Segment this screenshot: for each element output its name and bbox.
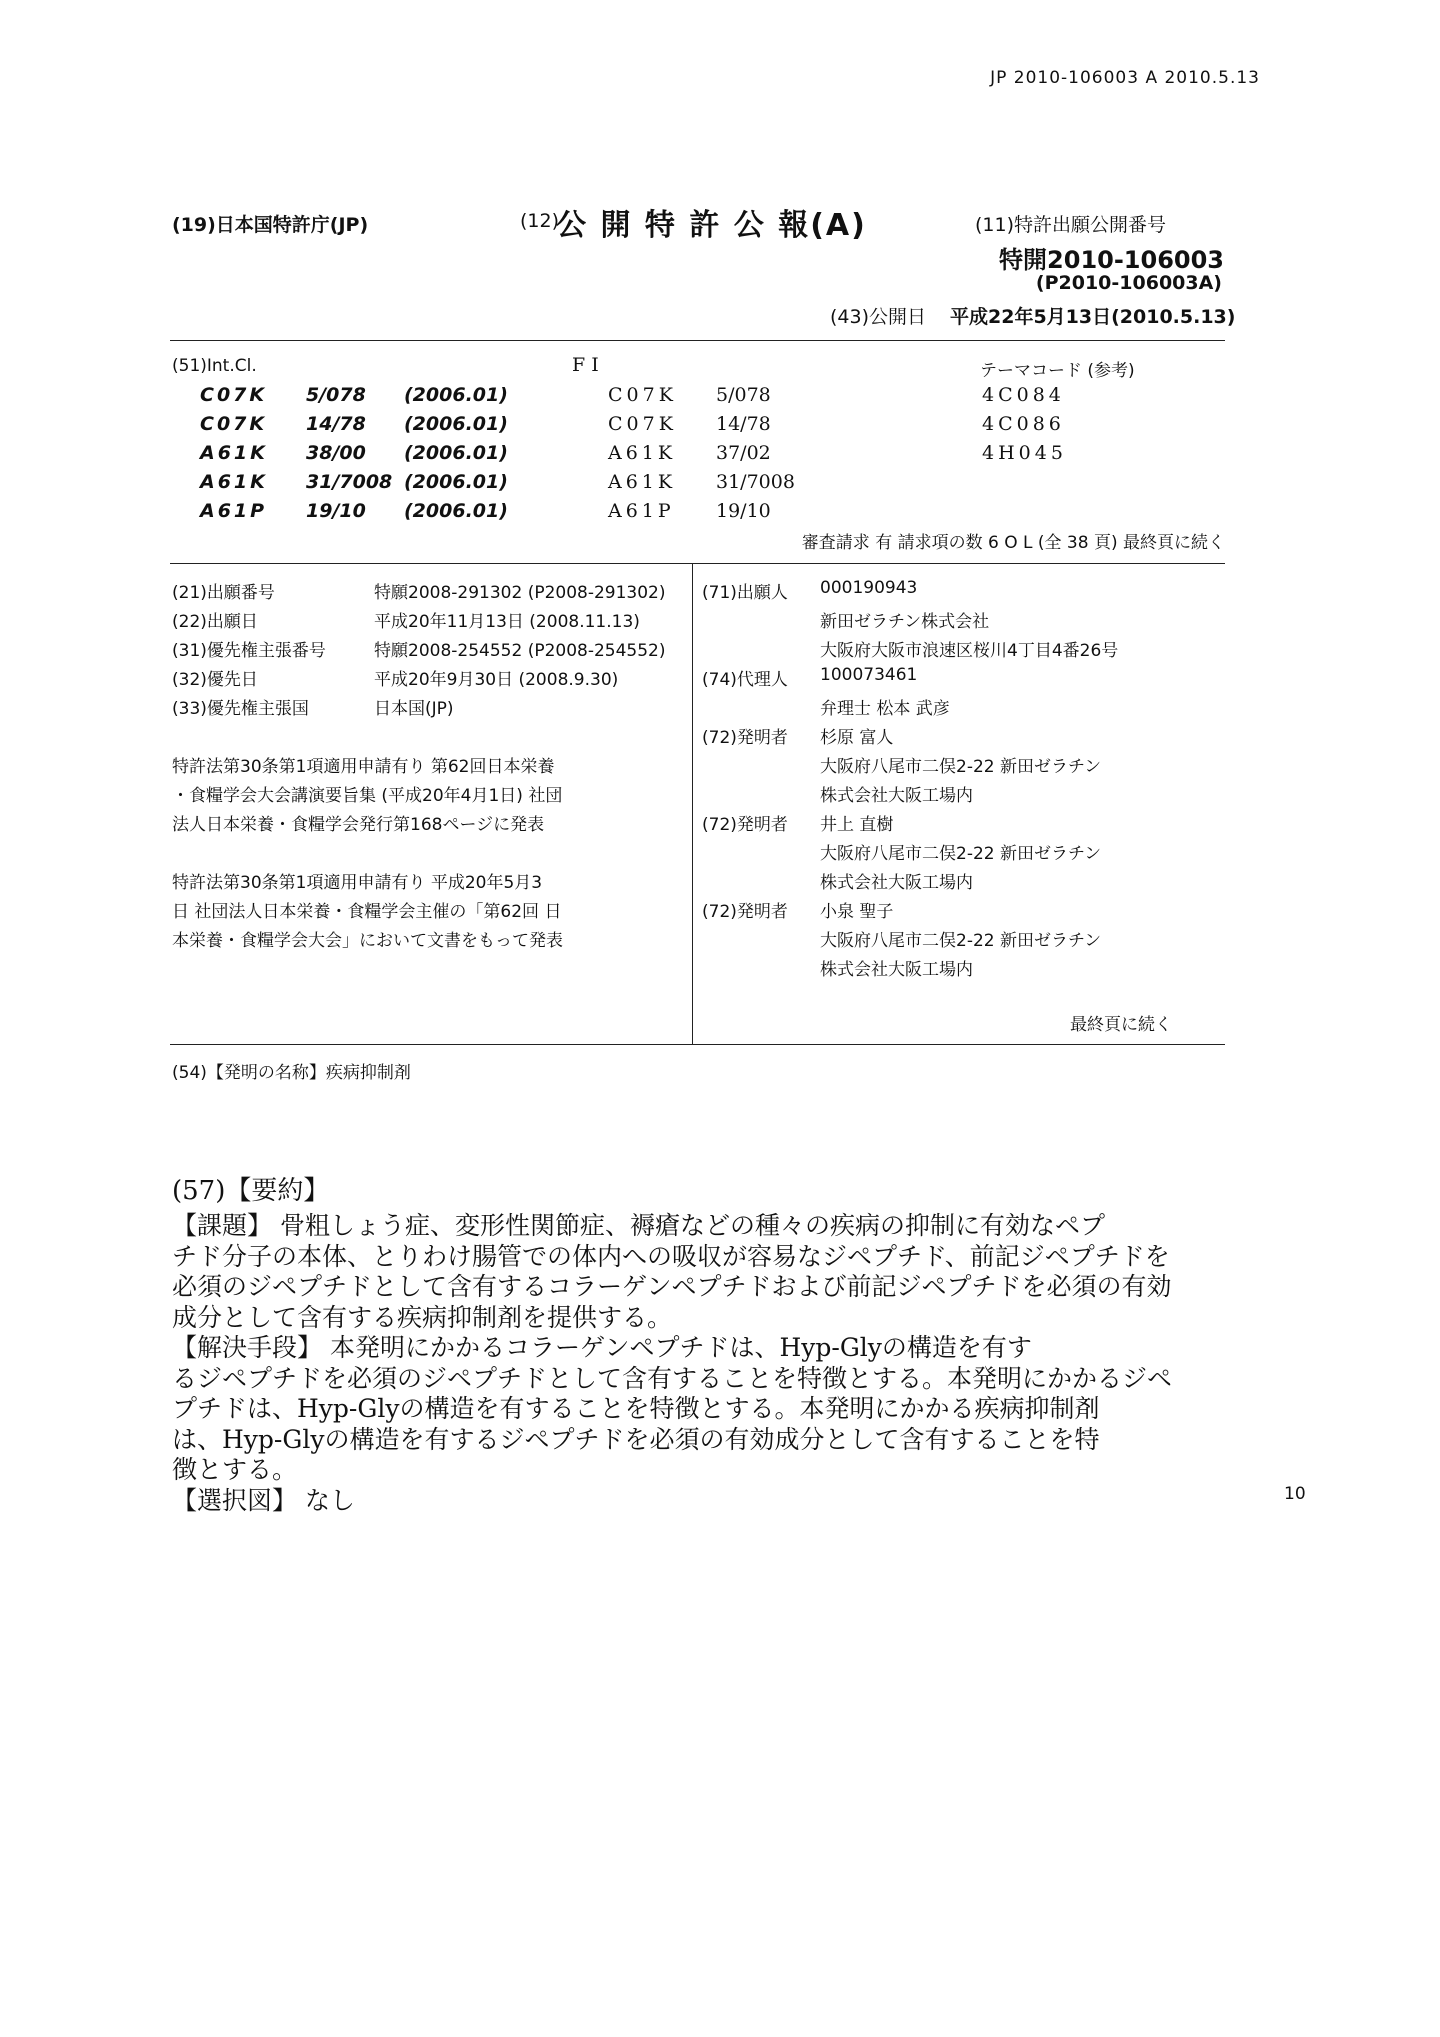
party-value: 新田ゼラチン株式会社 (820, 612, 990, 632)
abstract-line: 成分として含有する疾病抑制剤を提供する。 (172, 1302, 673, 1332)
ipc-version: (2006.01) (404, 471, 508, 493)
fi-class: A61K (608, 471, 677, 493)
column-divider (692, 563, 693, 1044)
ipc-class: C07K (200, 384, 268, 406)
abstract-line: 【選択図】 なし (172, 1485, 355, 1515)
publication-date-label: (43)公開日 (830, 306, 927, 328)
party-value: 株式会社大阪工場内 (820, 786, 973, 806)
examination-line: 審査請求 有 請求項の数 6 O L (全 38 頁) 最終頁に続く (801, 533, 1225, 553)
ipc-group: 38/00 (306, 442, 366, 464)
party-label: (72)発明者 (702, 902, 788, 922)
theme-code: 4C086 (982, 413, 1065, 435)
ipc-version: (2006.01) (404, 500, 508, 522)
theme-code: 4H045 (982, 442, 1067, 464)
application-value: 平成20年9月30日 (2008.9.30) (374, 670, 619, 690)
party-value: 弁理士 松本 武彦 (820, 699, 950, 719)
ipc-class: A61K (200, 442, 268, 464)
ipc-version: (2006.01) (404, 413, 508, 435)
fi-class: C07K (608, 413, 677, 435)
party-value: 杉原 富人 (820, 728, 894, 748)
application-value: 平成20年11月13日 (2008.11.13) (374, 612, 640, 632)
publication-number: 特開2010-106003 (999, 246, 1224, 274)
abstract-line: は、Hyp-Glyの構造を有するジペプチドを必須の有効成分として含有することを特 (172, 1424, 1100, 1454)
application-value: 日本国(JP) (374, 699, 454, 719)
fi-group: 19/10 (716, 500, 771, 522)
party-value: 大阪府大阪市浪速区桜川4丁目4番26号 (820, 641, 1119, 661)
ipc-group: 14/78 (306, 413, 366, 435)
party-label: (72)発明者 (702, 815, 788, 835)
fi-class: C07K (608, 384, 677, 406)
theme-code: 4C084 (982, 384, 1065, 406)
ipc-class: A61P (200, 500, 268, 522)
top-rule (170, 340, 1225, 341)
party-value: 100073461 (820, 665, 918, 685)
ipc-version: (2006.01) (404, 384, 508, 406)
party-value: 大阪府八尾市二俣2-22 新田ゼラチン (820, 844, 1102, 864)
invention-title: (54)【発明の名称】疾病抑制剤 (172, 1063, 411, 1083)
application-label: (32)優先日 (172, 670, 258, 690)
note-line: 特許法第30条第1項適用申請有り 平成20年5月3 (172, 873, 543, 893)
party-label: (71)出願人 (702, 583, 788, 603)
application-label: (33)優先権主張国 (172, 699, 309, 719)
fi-group: 37/02 (716, 442, 771, 464)
application-value: 特願2008-254552 (P2008-254552) (374, 641, 666, 661)
publication-label: (11)特許出願公開番号 (975, 214, 1167, 236)
party-value: 000190943 (820, 578, 918, 598)
party-value: 株式会社大阪工場内 (820, 960, 973, 980)
publication-number-alt: (P2010-106003A) (1035, 272, 1222, 294)
note-line: 日 社団法人日本栄養・食糧学会主催の「第62回 日 (172, 902, 562, 922)
patent-office: (19)日本国特許庁(JP) (172, 214, 369, 236)
application-label: (21)出願番号 (172, 583, 275, 603)
abstract-line: プチドは、Hyp-Glyの構造を有することを特徴とする。本発明にかかる疾病抑制剤 (172, 1394, 1100, 1423)
ipc-class: C07K (200, 413, 268, 435)
fi-class: A61P (608, 500, 675, 522)
ipc-group: 31/7008 (306, 471, 393, 493)
note-line: 本栄養・食糧学会大会」において文書をもって発表 (172, 931, 563, 951)
ipc-group: 5/078 (306, 384, 366, 406)
abstract-line: 必須のジペプチドとして含有するコラーゲンペプチドおよび前記ジペプチドを必須の有効 (172, 1272, 1172, 1301)
abstract-line: 【解決手段】 本発明にかかるコラーゲンペプチドは、Hyp-Glyの構造を有す (172, 1333, 1032, 1362)
intcl-label: (51)Int.Cl. (172, 356, 257, 376)
continued-note: 最終頁に続く (1070, 1015, 1172, 1035)
page-header: JP 2010-106003 A 2010.5.13 (990, 68, 1260, 88)
line-number: 10 (1284, 1484, 1306, 1504)
party-value: 大阪府八尾市二俣2-22 新田ゼラチン (820, 931, 1102, 951)
party-value: 株式会社大阪工場内 (820, 873, 973, 893)
abstract-line: チド分子の本体、とりわけ腸管での体内への吸収が容易なジペプチド、前記ジペプチドを (172, 1241, 1170, 1271)
party-label: (74)代理人 (702, 670, 788, 690)
fi-group: 5/078 (716, 384, 771, 406)
party-value: 大阪府八尾市二俣2-22 新田ゼラチン (820, 757, 1102, 777)
application-label: (31)優先権主張番号 (172, 641, 326, 661)
application-label: (22)出願日 (172, 612, 258, 632)
note-line: 特許法第30条第1項適用申請有り 第62回日本栄養 (172, 757, 555, 777)
abstract-line: るジペプチドを必須のジペプチドとして含有することを特徴とする。本発明にかかるジペ (172, 1363, 1173, 1393)
bottom-rule (170, 1044, 1225, 1045)
note-line: 法人日本栄養・食糧学会発行第168ページに発表 (172, 815, 545, 835)
ipc-class: A61K (200, 471, 268, 493)
ipc-version: (2006.01) (404, 442, 508, 464)
mid-rule (170, 563, 1225, 564)
abstract-heading: (57)【要約】 (172, 1176, 330, 1206)
party-value: 小泉 聖子 (820, 902, 894, 922)
application-value: 特願2008-291302 (P2008-291302) (374, 583, 666, 603)
fi-label: F I (572, 354, 599, 376)
abstract-line: 徴とする。 (172, 1455, 298, 1484)
party-label: (72)発明者 (702, 728, 788, 748)
publication-date: 平成22年5月13日(2010.5.13) (950, 306, 1236, 328)
fi-class: A61K (608, 442, 677, 464)
ipc-group: 19/10 (306, 500, 366, 522)
note-line: ・食糧学会大会講演要旨集 (平成20年4月1日) 社団 (172, 786, 563, 806)
fi-group: 14/78 (716, 413, 771, 435)
abstract-line: 【課題】 骨粗しょう症、変形性関節症、褥瘡などの種々の疾病の抑制に有効なペプ (172, 1211, 1105, 1240)
fi-group: 31/7008 (716, 471, 795, 493)
party-value: 井上 直樹 (820, 815, 894, 835)
theme-code-label: テーマコード (参考) (980, 361, 1135, 381)
doc-type-number: (12) (520, 210, 560, 232)
document-type: 公 開 特 許 公 報(A) (556, 208, 867, 243)
